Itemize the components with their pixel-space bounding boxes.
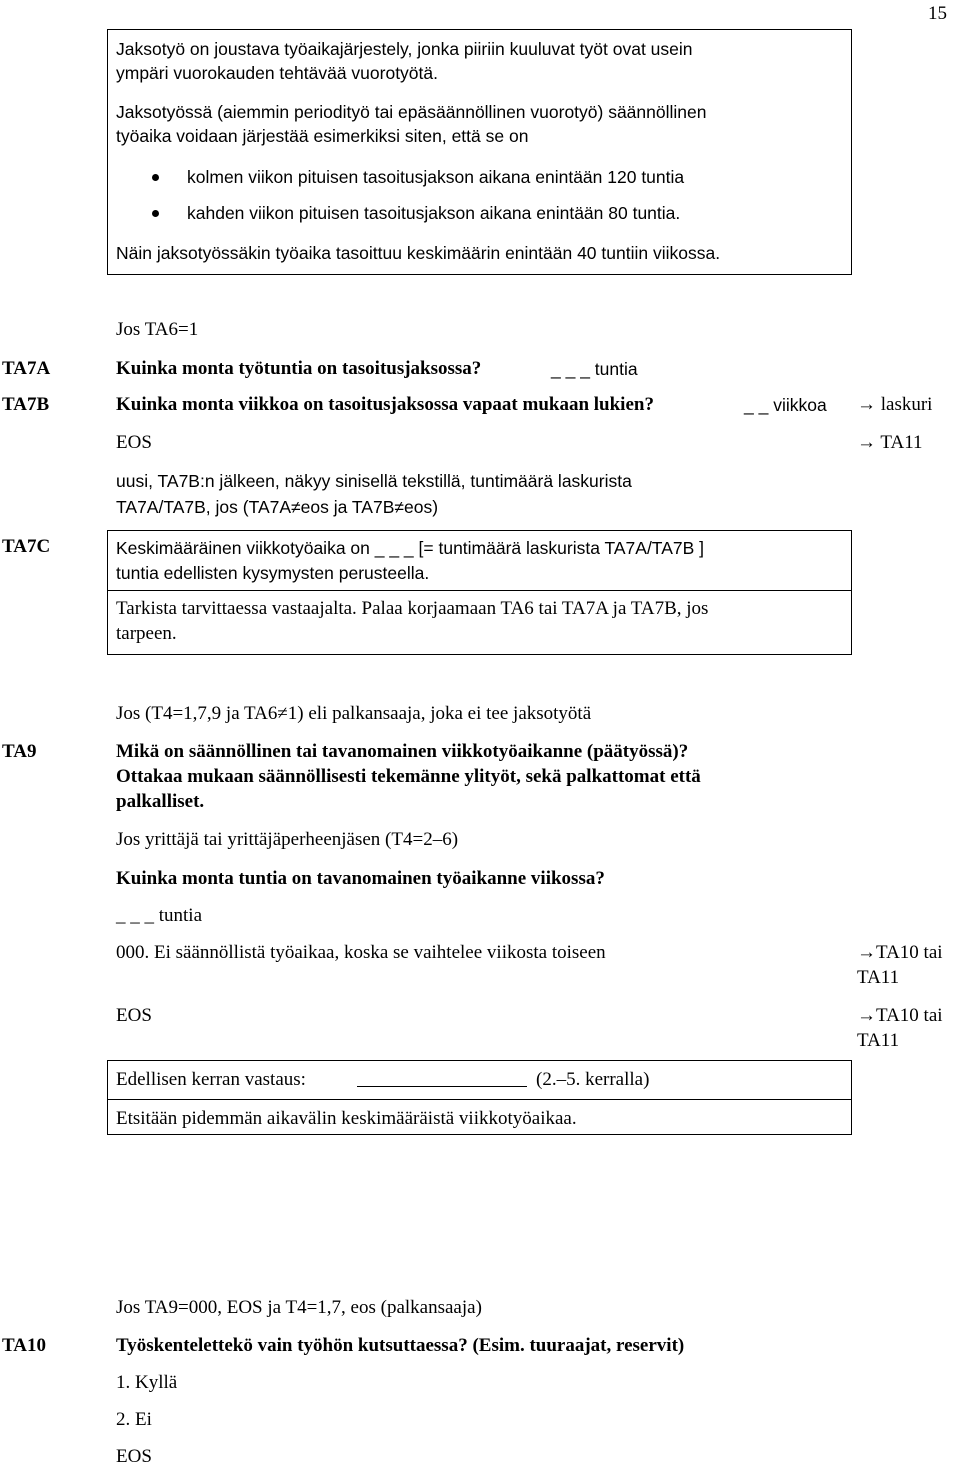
ta9-route-000-line2: TA11 <box>857 967 900 988</box>
ta9-option-000[interactable]: 000. Ei säännöllistä työaikaa, koska se vaihtelee viikosta toiseen <box>116 942 606 963</box>
ta7-condition: Jos TA6=1 <box>116 319 199 340</box>
ta9-eos[interactable]: EOS <box>116 1005 152 1026</box>
ta7c-line1: Keskimääräinen viikkotyöaika on _ _ _ [= tuntimäärä laskurista TA7A/TA7B ] <box>116 538 704 558</box>
ta9-divider <box>107 1099 852 1100</box>
info-bullet-1: kolmen viikon pituisen tasoitusjakson aikana enintään 120 tuntia <box>187 167 685 187</box>
ta7-note-line2: TA7A/TA7B, jos (TA7A≠eos ja TA7B≠eos) <box>116 497 439 517</box>
ta9-question2: Kuinka monta tuntia on tavanomainen työaikanne viikossa? <box>116 868 605 889</box>
page-number: 15 <box>928 3 947 24</box>
ta9-route-000-line1: →TA10 tai <box>857 942 943 963</box>
ta7c-line2: tuntia edellisten kysymysten perusteella. <box>116 563 430 583</box>
ta9-longer-period: Etsitään pidemmän aikavälin keskimääräistä viikkotyöaikaa. <box>116 1108 577 1129</box>
info-para1-line1: Jaksotyö on joustava työaikajärjestely, jonka piiriin kuuluvat työt ovat usein <box>116 39 693 59</box>
ta7c-code: TA7C <box>2 536 51 557</box>
ta7a-question: Kuinka monta työtuntia on tasoitusjaksossa? <box>116 358 482 379</box>
ta9-condition: Jos (T4=1,7,9 ja TA6≠1) eli palkansaaja, joka ei tee jaksotyötä <box>116 703 592 724</box>
bullet-icon <box>152 210 159 217</box>
ta10-code: TA10 <box>2 1335 46 1356</box>
info-para2-line2: työaika voidaan järjestää esimerkiksi siten, että se on <box>116 126 529 146</box>
ta10-question: Työskentelettekö vain työhön kutsuttaessa? (Esim. tuuraajat, reservit) <box>116 1335 685 1356</box>
ta7c-divider <box>107 590 852 591</box>
bullet-icon <box>152 174 159 181</box>
ta9-question-line2: Ottakaa mukaan säännöllisesti tekemänne ylityöt, sekä palkattomat että <box>116 766 701 787</box>
ta7-check-line1: Tarkista tarvittaessa vastaajalta. Palaa korjaamaan TA6 tai TA7A ja TA7B, jos <box>116 598 709 619</box>
ta7b-question: Kuinka monta viikkoa on tasoitusjaksossa vapaat mukaan lukien? <box>116 394 654 415</box>
ta9-previous-blank[interactable] <box>357 1086 527 1087</box>
ta7-check-line2: tarpeen. <box>116 623 177 644</box>
info-para2-line1: Jaksotyössä (aiemmin periodityö tai epäsäännöllinen vuorotyö) säännöllinen <box>116 102 707 122</box>
ta10-option-eos[interactable]: EOS <box>116 1446 152 1467</box>
ta7b-code: TA7B <box>2 394 50 415</box>
info-closing: Näin jaksotyössäkin työaika tasoittuu keskimäärin enintään 40 tuntiin viikossa. <box>116 243 721 263</box>
ta7a-code: TA7A <box>2 358 51 379</box>
ta10-option-1[interactable]: 1. Kyllä <box>116 1372 178 1393</box>
ta9-previous-label: Edellisen kerran vastaus: <box>116 1069 306 1090</box>
ta9-code: TA9 <box>2 741 37 762</box>
info-bullet-2: kahden viikon pituisen tasoitusjakson aikana enintään 80 tuntia. <box>187 203 681 223</box>
ta7-note-line1: uusi, TA7B:n jälkeen, näkyy sinisellä tekstillä, tuntimäärä laskurista <box>116 471 632 491</box>
ta7-eos-route: → TA11 <box>857 432 923 453</box>
info-para1-line2: ympäri vuorokauden tehtävää vuorotyötä. <box>116 63 438 83</box>
ta9-previous-suffix: (2.–5. kerralla) <box>536 1069 650 1090</box>
ta9-answer[interactable]: _ _ _ tuntia <box>116 905 203 926</box>
ta9-route-eos-line1: →TA10 tai <box>857 1005 943 1026</box>
ta7b-route: → laskuri <box>857 394 933 415</box>
ta7-eos[interactable]: EOS <box>116 432 152 453</box>
ta9-condition2: Jos yrittäjä tai yrittäjäperheenjäsen (T4=2–6) <box>116 829 459 850</box>
ta7b-answer[interactable]: _ _ viikkoa <box>744 395 827 415</box>
ta7a-answer[interactable]: _ _ _ tuntia <box>551 359 638 379</box>
ta10-condition: Jos TA9=000, EOS ja T4=1,7, eos (palkansaaja) <box>116 1297 482 1318</box>
ta10-option-2[interactable]: 2. Ei <box>116 1409 152 1430</box>
ta9-route-eos-line2: TA11 <box>857 1030 900 1051</box>
ta9-question-line3: palkalliset. <box>116 791 205 812</box>
ta9-question-line1: Mikä on säännöllinen tai tavanomainen viikkotyöaikanne (päätyössä)? <box>116 741 689 762</box>
